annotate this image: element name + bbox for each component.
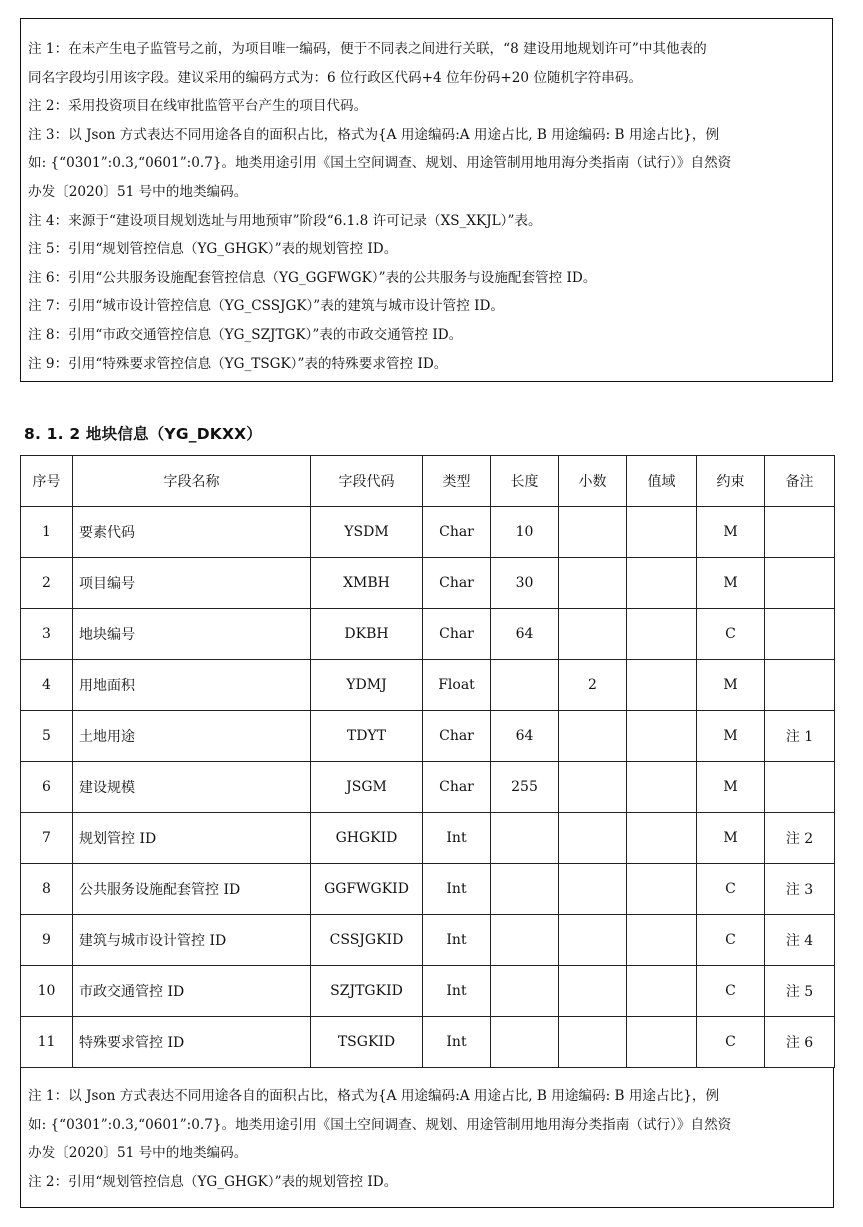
cell-constraint: M bbox=[697, 762, 765, 813]
cell-remark: 注 2 bbox=[765, 813, 835, 864]
note-line: 注 8：引用“市政交通管控信息（YG_SZJTGK）”表的市政交通管控 ID。 bbox=[28, 326, 463, 343]
cell-length: 64 bbox=[491, 711, 559, 762]
note-line: 注 4：来源于“建设项目规划选址与用地预审”阶段“6.1.8 许可记录（XS_XKJL）”表。 bbox=[28, 212, 542, 229]
cell-length bbox=[491, 1017, 559, 1068]
cell-remark: 注 3 bbox=[765, 864, 835, 915]
table-row bbox=[21, 609, 835, 660]
cell-remark bbox=[765, 507, 835, 558]
cell-field-code: SZJTGKID bbox=[311, 966, 423, 1017]
cell-length bbox=[491, 966, 559, 1017]
header-decimal: 小数 bbox=[559, 456, 627, 507]
table-header-row bbox=[21, 456, 835, 507]
cell-length: 30 bbox=[491, 558, 559, 609]
cell-field-code: JSGM bbox=[311, 762, 423, 813]
cell-index: 5 bbox=[21, 711, 73, 762]
cell-type: Int bbox=[423, 813, 491, 864]
table-row bbox=[21, 762, 835, 813]
cell-field-name: 要素代码 bbox=[73, 507, 311, 558]
cell-domain bbox=[627, 762, 697, 813]
cell-decimal bbox=[559, 966, 627, 1017]
cell-decimal bbox=[559, 762, 627, 813]
cell-length bbox=[491, 915, 559, 966]
notes-box-top bbox=[20, 18, 833, 382]
cell-field-name: 项目编号 bbox=[73, 558, 311, 609]
cell-length bbox=[491, 660, 559, 711]
cell-domain bbox=[627, 609, 697, 660]
cell-type: Char bbox=[423, 507, 491, 558]
cell-remark: 注 1 bbox=[765, 711, 835, 762]
cell-type: Int bbox=[423, 864, 491, 915]
table-row bbox=[21, 966, 835, 1017]
cell-type: Char bbox=[423, 609, 491, 660]
note-line: 如: {“0301”:0.3,“0601”:0.7}。地类用途引用《国土空间调查、规划、用途管制用地用海分类指南（试行）》自然资 bbox=[28, 1116, 732, 1133]
cell-decimal bbox=[559, 1017, 627, 1068]
note-line: 注 5：引用“规划管控信息（YG_GHGK）”表的规划管控 ID。 bbox=[28, 241, 398, 258]
cell-type: Int bbox=[423, 915, 491, 966]
cell-field-code: XMBH bbox=[311, 558, 423, 609]
cell-length: 64 bbox=[491, 609, 559, 660]
header-remark: 备注 bbox=[765, 456, 835, 507]
cell-domain bbox=[627, 1017, 697, 1068]
cell-domain bbox=[627, 558, 697, 609]
cell-field-name: 用地面积 bbox=[73, 660, 311, 711]
cell-remark bbox=[765, 762, 835, 813]
cell-field-code: GHGKID bbox=[311, 813, 423, 864]
cell-index: 1 bbox=[21, 507, 73, 558]
cell-field-name: 市政交通管控 ID bbox=[73, 966, 311, 1017]
cell-type: Int bbox=[423, 1017, 491, 1068]
cell-type: Char bbox=[423, 711, 491, 762]
note-line: 注 6：引用“公共服务设施配套管控信息（YG_GGFWGK）”表的公共服务与设施配套管控 ID。 bbox=[28, 269, 597, 286]
cell-index: 9 bbox=[21, 915, 73, 966]
header-field-code: 字段代码 bbox=[311, 456, 423, 507]
note-line: 注 1：以 Json 方式表达不同用途各自的面积占比，格式为{A 用途编码:A 用途占比, B 用途编码: B 用途占比}，例 bbox=[28, 1088, 720, 1104]
cell-decimal bbox=[559, 915, 627, 966]
cell-constraint: C bbox=[697, 915, 765, 966]
header-field-name: 字段名称 bbox=[73, 456, 311, 507]
cell-domain bbox=[627, 864, 697, 915]
cell-constraint: M bbox=[697, 660, 765, 711]
cell-decimal bbox=[559, 507, 627, 558]
note-line: 注 2：引用“规划管控信息（YG_GHGK）”表的规划管控 ID。 bbox=[28, 1173, 398, 1190]
cell-type: Char bbox=[423, 762, 491, 813]
cell-field-code: TSGKID bbox=[311, 1017, 423, 1068]
cell-index: 6 bbox=[21, 762, 73, 813]
cell-constraint: M bbox=[697, 507, 765, 558]
cell-domain bbox=[627, 813, 697, 864]
cell-constraint: C bbox=[697, 864, 765, 915]
field-table bbox=[20, 455, 835, 1068]
table-row bbox=[21, 864, 835, 915]
cell-length bbox=[491, 813, 559, 864]
note-line: 如: {“0301”:0.3,“0601”:0.7}。地类用途引用《国土空间调查、规划、用途管制用地用海分类指南（试行）》自然资 bbox=[28, 155, 732, 172]
cell-constraint: C bbox=[697, 609, 765, 660]
cell-type: Int bbox=[423, 966, 491, 1017]
cell-index: 7 bbox=[21, 813, 73, 864]
header-constraint: 约束 bbox=[697, 456, 765, 507]
cell-constraint: M bbox=[697, 711, 765, 762]
cell-field-name: 特殊要求管控 ID bbox=[73, 1017, 311, 1068]
cell-remark: 注 6 bbox=[765, 1017, 835, 1068]
note-line: 办发〔2020〕51 号中的地类编码。 bbox=[28, 1145, 248, 1162]
table-row bbox=[21, 558, 835, 609]
cell-decimal bbox=[559, 558, 627, 609]
header-type: 类型 bbox=[423, 456, 491, 507]
note-line: 同名字段均引用该字段。建议采用的编码方式为：6 位行政区代码+4 位年份码+20 位随机字符串码。 bbox=[28, 69, 643, 86]
note-line: 注 3：以 Json 方式表达不同用途各自的面积占比，格式为{A 用途编码:A 用途占比, B 用途编码: B 用途占比}，例 bbox=[28, 126, 720, 143]
cell-index: 4 bbox=[21, 660, 73, 711]
cell-length: 255 bbox=[491, 762, 559, 813]
table-row bbox=[21, 660, 835, 711]
cell-decimal bbox=[559, 864, 627, 915]
cell-field-name: 土地用途 bbox=[73, 711, 311, 762]
cell-remark: 注 4 bbox=[765, 915, 835, 966]
cell-field-name: 公共服务设施配套管控 ID bbox=[73, 864, 311, 915]
cell-field-code: DKBH bbox=[311, 609, 423, 660]
cell-remark bbox=[765, 609, 835, 660]
cell-remark bbox=[765, 558, 835, 609]
cell-domain bbox=[627, 711, 697, 762]
cell-constraint: M bbox=[697, 558, 765, 609]
cell-field-code: TDYT bbox=[311, 711, 423, 762]
table-row bbox=[21, 507, 835, 558]
cell-field-code: GGFWGKID bbox=[311, 864, 423, 915]
note-line: 办发〔2020〕51 号中的地类编码。 bbox=[28, 183, 248, 200]
field-table-wrap bbox=[20, 455, 834, 1208]
cell-index: 8 bbox=[21, 864, 73, 915]
cell-domain bbox=[627, 915, 697, 966]
cell-constraint: M bbox=[697, 813, 765, 864]
cell-field-code: YSDM bbox=[311, 507, 423, 558]
cell-decimal bbox=[559, 609, 627, 660]
cell-index: 10 bbox=[21, 966, 73, 1017]
cell-constraint: C bbox=[697, 1017, 765, 1068]
cell-domain bbox=[627, 507, 697, 558]
cell-domain bbox=[627, 966, 697, 1017]
cell-field-code: CSSJGKID bbox=[311, 915, 423, 966]
cell-type: Char bbox=[423, 558, 491, 609]
table-row bbox=[21, 1017, 835, 1068]
note-line: 注 1：在未产生电子监管号之前，为项目唯一编码，便于不同表之间进行关联，“8 建设用地规划许可”中其他表的 bbox=[28, 41, 707, 57]
cell-constraint: C bbox=[697, 966, 765, 1017]
cell-remark: 注 5 bbox=[765, 966, 835, 1017]
cell-remark bbox=[765, 660, 835, 711]
notes-box-bottom bbox=[20, 1068, 834, 1208]
cell-index: 3 bbox=[21, 609, 73, 660]
table-row bbox=[21, 711, 835, 762]
cell-domain bbox=[627, 660, 697, 711]
cell-length: 10 bbox=[491, 507, 559, 558]
cell-decimal bbox=[559, 813, 627, 864]
cell-field-name: 建筑与城市设计管控 ID bbox=[73, 915, 311, 966]
cell-field-name: 建设规模 bbox=[73, 762, 311, 813]
cell-index: 2 bbox=[21, 558, 73, 609]
cell-length bbox=[491, 864, 559, 915]
section-title: 8. 1. 2 地块信息（YG_DKXX） bbox=[24, 425, 262, 443]
header-index: 序号 bbox=[21, 456, 73, 507]
note-line: 注 9：引用“特殊要求管控信息（YG_TSGK）”表的特殊要求管控 ID。 bbox=[28, 355, 448, 372]
cell-decimal: 2 bbox=[559, 660, 627, 711]
cell-field-name: 规划管控 ID bbox=[73, 813, 311, 864]
note-line: 注 7：引用“城市设计管控信息（YG_CSSJGK）”表的建筑与城市设计管控 ID。 bbox=[28, 298, 504, 315]
cell-field-code: YDMJ bbox=[311, 660, 423, 711]
table-row bbox=[21, 915, 835, 966]
cell-decimal bbox=[559, 711, 627, 762]
table-row bbox=[21, 813, 835, 864]
note-line: 注 2：采用投资项目在线审批监管平台产生的项目代码。 bbox=[28, 98, 368, 115]
header-length: 长度 bbox=[491, 456, 559, 507]
cell-index: 11 bbox=[21, 1017, 73, 1068]
header-domain: 值域 bbox=[627, 456, 697, 507]
cell-field-name: 地块编号 bbox=[73, 609, 311, 660]
cell-type: Float bbox=[423, 660, 491, 711]
